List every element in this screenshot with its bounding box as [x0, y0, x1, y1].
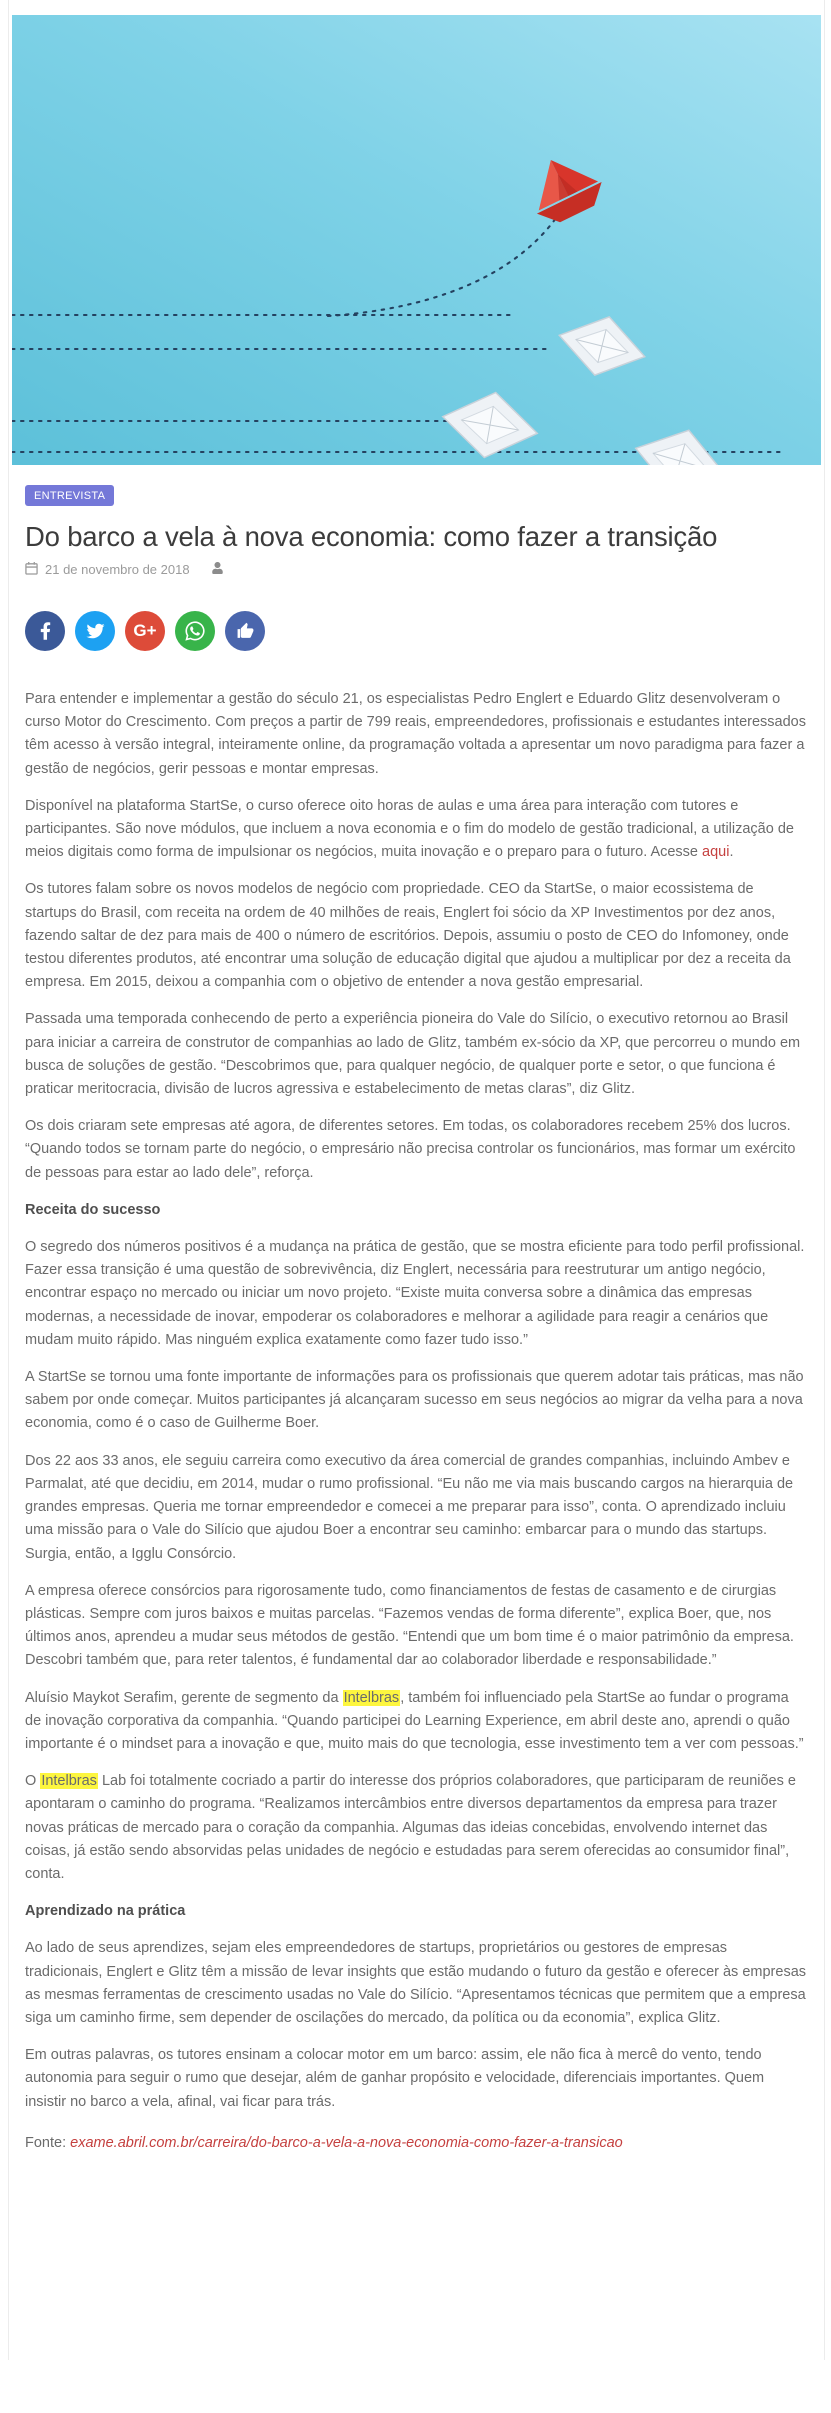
source-label: Fonte: [25, 2134, 71, 2151]
paragraph-igglu: A empresa oferece consórcios para rigorosamente tudo, como financiamentos de festas de casamento e de cirurgias plásticas. Sempre com juros baixos e muitas parcelas. “Fazemos vendas de forma diferente”, explica Boer, que, nos últimos anos, aprendeu a mudar seus métodos de gestão. “Entendi que um bom time é o maior patrimônio da empresa. Descobri também que, para reter talentos, é fundamental dar ao colaborador liberdade e responsabilidade.” [25, 1582, 794, 1669]
paragraph-platform [25, 795, 806, 865]
thumbs-up-icon [236, 622, 255, 641]
article-card [8, 0, 825, 2360]
share-whatsapp-button[interactable] [175, 611, 215, 651]
share-like-button[interactable] [225, 611, 265, 651]
share-facebook-button[interactable] [25, 611, 65, 651]
paragraph-mission: Ao lado de seus aprendizes, sejam eles empreendedores de startups, proprietários ou gestores de empresas tradicionais, Englert e Glitz têm a missão de levar insights que estão mudando o futuro da gestão e oferecer às empresas as mesmas ferramentas de crescimento usadas no Vale do Silício. “Apresentamos técnicas que permitem que a empresa siga um caminho firme, sem depender de oscilações do mercado, da política ou da economia”, explica Glitz. [25, 1940, 807, 2026]
publish-date: 21 de novembro de 2018 [45, 562, 190, 577]
calendar-icon [25, 561, 38, 578]
post-meta [25, 561, 806, 578]
paragraph-text: O [25, 1773, 41, 1790]
course-link[interactable]: aqui [702, 844, 730, 861]
paragraph-tutors: Os tutores falam sobre os novos modelos de negócio com propriedade. CEO da StartSe, o maior ecossistema de startups do Brasil, com receita na ordem de 40 milhões de reais, Englert foi sócio da XP Investimentos por dez anos, fazendo saltar de dez para mais de 400 o número de escritórios. Depois, assumiu o posto de CEO do Infomoney, onde testou diferentes produtos, até encontrar uma solução de educação digital que ajudou a multiplicar por dez a receita da empresa. Em 2015, deixou a companhia com o objetivo de entender a nova gestão empresarial. [25, 881, 791, 991]
section-heading-aprendizado: Aprendizado na prática [25, 1903, 186, 1920]
paragraph-secret: O segredo dos números positivos é a mudança na prática de gestão, que se mostra eficiente para todo perfil profissional. Fazer essa transição é uma questão de sobrevivência, diz Englert, necessária para reestruturar um antigo negócio, encontrar espaço no mercado ou iniciar um novo projeto. “Existe muita conversa sobre a dinâmica das empresas modernas, a necessidade de inovar, empoderar os colaboradores e melhorar a agilidade para reagir a cenários que mudam muito rápido. Mas ninguém explica exatamente como fazer tudo isso.” [25, 1239, 805, 1348]
paragraph-conclusion: Em outras palavras, os tutores ensinam a colocar motor em um barco: assim, ele não fica à mercê do vento, tendo autonomia para seguir o rumo que desejar, além de ganhar propósito e velocidade, diferenciais importantes. Quem insistir no barco a vela, afinal, vai ficar para trás. [25, 2047, 765, 2110]
share-buttons [25, 611, 806, 651]
paragraph-text: Aluísio Maykot Serafim, gerente de segmento da [25, 1689, 343, 1706]
source-line [25, 2132, 806, 2155]
share-googleplus-button[interactable] [125, 611, 165, 651]
page-title: Do barco a vela à nova economia: como fazer a transição [25, 521, 718, 552]
paragraph-valley: Passada uma temporada conhecendo de perto a experiência pioneira do Vale do Silício, o executivo retornou ao Brasil para iniciar a carreira de construtor de companhias ao lado de Glitz, também ex-sócio da XP, que percorreu o mundo em busca de soluções de gestão. “Descobrimos que, para qualquer negócio, de qualquer porte e setor, o que funciona é praticar meritocracia, divisão de lucros agressiva e estabelecimento de metas claras”, diz Glitz. [25, 1011, 801, 1098]
facebook-icon [40, 621, 51, 641]
googleplus-icon: G+ [133, 621, 157, 640]
hero-image [12, 15, 821, 465]
section-heading-receita: Receita do sucesso [25, 1201, 161, 1218]
paragraph-intelbras-manager [25, 1687, 806, 1757]
category-badge[interactable]: ENTREVISTA [25, 485, 114, 506]
paragraph-intro: Para entender e implementar a gestão do século 21, os especialistas Pedro Englert e Eduardo Glitz desenvolveram o curso Motor do Crescimento. Com preços a partir de 799 reais, empreendedores, profissionais e estudantes interessados têm acesso à versão integral, inteiramente online, da programação voltada a apresentar um novo paradigma para fazer a gestão de negócios, gerir pessoas e montar empresas. [25, 691, 806, 777]
paragraph-boer-career: Dos 22 aos 33 anos, ele seguiu carreira como executivo da área comercial de grandes companhias, incluindo Ambev e Parmalat, até que decidiu, em 2014, mudar o rumo profissional. “Eu não me via mais buscando cargos na hierarquia de grandes empresas. Queria me tornar empreendedor e comecei a me preparar para isso”, conta. O aprendizado incluiu uma missão para o Vale do Silício que ajudou Boer a encontrar seu caminho: embarcar para o mundo das startups. Surgia, então, a Igglu Consórcio. [25, 1452, 794, 1562]
source-link[interactable]: exame.abril.com.br/carreira/do-barco-a-vela-a-nova-economia-como-fazer-a-transicao [70, 2134, 623, 2151]
paragraph-intelbras-lab [25, 1770, 806, 1886]
paper-boats-illustration [12, 15, 821, 465]
whatsapp-icon [184, 620, 206, 642]
paragraph-companies: Os dois criaram sete empresas até agora, de diferentes setores. Em todas, os colaboradores recebem 25% dos lucros. “Quando todos se tornam parte do negócio, o empresário não precisa controlar os funcionários, mas formar um exército de pessoas para estar ao lado dele”, reforça. [25, 1118, 796, 1181]
article-body [25, 688, 806, 2155]
paragraph-text: Lab foi totalmente cocriado a partir do interesse dos próprios colaboradores, que participaram de reuniões e apontaram o caminho do programa. “Realizamos intercâmbios entre diversos departamentos da empresa para trazer novas práticas de mercado para o coração da companhia. Algumas das ideias concebidas, envolvendo internet das coisas, já estão sendo absorvidas pelas unidades de negócio e estudadas para serem oferecidas ao consumidor final”, conta. [25, 1773, 796, 1882]
twitter-icon [85, 622, 106, 640]
author-icon[interactable] [212, 562, 223, 577]
paragraph-startse-source: A StartSe se tornou uma fonte importante de informações para os profissionais que querem adotar tais práticas, mas não sabem por onde começar. Muitos participantes já alcançaram sucesso em seus negócios ao migrar da velha para a nova economia, como é o caso de Guilherme Boer. [25, 1369, 804, 1432]
paragraph-text: , também foi influenciado pela StartSe ao fundar o programa de inovação corporativa da companhia. “Quando participei do Learning Experience, em abril deste ano, aprendi o quão importante é o mindset para a inovação e que, muito mais do que tecnologia, esse investimento tem a ver com pessoas.” [25, 1689, 804, 1752]
highlighted-term: Intelbras [41, 1773, 97, 1790]
highlighted-term: Intelbras [343, 1689, 400, 1706]
share-twitter-button[interactable] [75, 611, 115, 651]
paragraph-text: Disponível na plataforma StartSe, o curso oferece oito horas de aulas e uma área para interação com tutores e participantes. São nove módulos, que incluem a nova economia e o fim do modelo de gestão tradicional, a utilização de meios digitais como forma de impulsionar os negócios, muita inovação e o preparo para o futuro. Acesse [25, 797, 794, 861]
paragraph-text: . [729, 844, 734, 861]
